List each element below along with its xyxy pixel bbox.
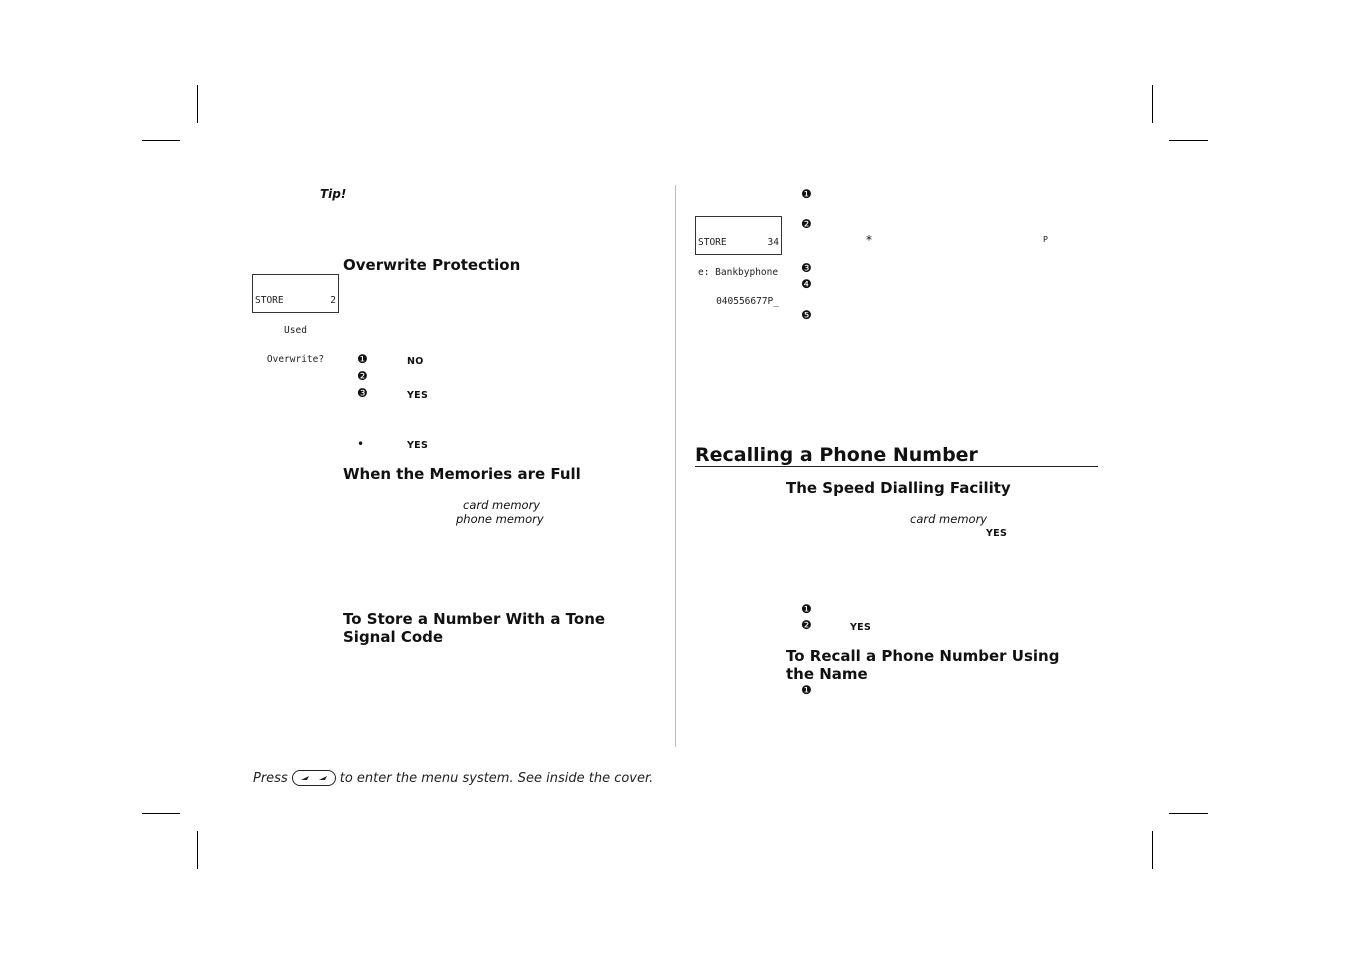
recall-by-name-heading: To Recall a Phone Number Using the Name bbox=[786, 647, 1060, 683]
crop-mark bbox=[197, 85, 198, 123]
lcd-line: Used bbox=[284, 324, 307, 336]
step-marker: ❸ bbox=[357, 386, 368, 400]
key-label-yes: YES bbox=[407, 440, 429, 451]
lcd-line: 34 bbox=[767, 237, 779, 249]
lcd-display-overwrite bbox=[252, 274, 339, 365]
step-marker: ❶ bbox=[801, 187, 812, 201]
key-label-no: NO bbox=[407, 356, 424, 367]
menu-arrows-icon bbox=[297, 773, 331, 783]
phone-memory-term: phone memory bbox=[456, 512, 544, 526]
footer-note bbox=[253, 770, 653, 786]
step-marker: ❷ bbox=[357, 369, 368, 383]
lcd-line: Overwrite? bbox=[266, 353, 325, 365]
recalling-heading: Recalling a Phone Number bbox=[695, 444, 978, 466]
card-memory-term: card memory bbox=[910, 512, 988, 526]
heading-rule bbox=[695, 466, 1098, 467]
footer-text-after: to enter the menu system. See inside the cover. bbox=[339, 770, 654, 786]
tone-signal-heading: To Store a Number With a Tone Signal Code bbox=[343, 610, 606, 646]
step-marker: ❶ bbox=[357, 352, 368, 366]
key-label-yes: YES bbox=[986, 528, 1008, 539]
key-label-yes: YES bbox=[850, 622, 872, 633]
crop-mark bbox=[142, 813, 180, 814]
speed-dialling-heading: The Speed Dialling Facility bbox=[786, 479, 1011, 497]
pause-glyph: P bbox=[1043, 235, 1048, 244]
crop-mark bbox=[1152, 85, 1153, 123]
crop-mark bbox=[1152, 831, 1153, 869]
lcd-line: STORE bbox=[255, 295, 284, 307]
step-marker: ❷ bbox=[801, 217, 812, 231]
footer-text-before: Press bbox=[253, 770, 288, 786]
lcd-line: 2 bbox=[330, 295, 336, 307]
crop-mark bbox=[1169, 140, 1208, 141]
step-marker: ❺ bbox=[801, 308, 812, 322]
card-memory-term: card memory bbox=[463, 498, 541, 512]
star-key-glyph: * bbox=[866, 233, 872, 247]
key-label-yes: YES bbox=[407, 390, 429, 401]
step-marker: ❸ bbox=[801, 261, 812, 275]
lcd-line: 040556677P_ bbox=[716, 295, 779, 307]
crop-mark bbox=[197, 831, 198, 869]
crop-mark bbox=[1169, 813, 1208, 814]
overwrite-protection-heading: Overwrite Protection bbox=[343, 256, 521, 274]
tip-label: Tip! bbox=[320, 187, 347, 201]
lcd-line: STORE bbox=[698, 237, 727, 249]
lcd-display-tone bbox=[695, 216, 782, 307]
crop-mark bbox=[142, 140, 180, 141]
step-marker: ❶ bbox=[801, 602, 812, 616]
lcd-line: e: Bankbyphone bbox=[698, 266, 779, 278]
step-marker: ❹ bbox=[801, 277, 812, 291]
memories-full-heading: When the Memories are Full bbox=[343, 465, 581, 483]
step-marker: ❷ bbox=[801, 618, 812, 632]
step-marker: ❶ bbox=[801, 683, 812, 697]
menu-key-icon bbox=[292, 770, 336, 786]
column-divider bbox=[675, 185, 676, 747]
bullet-marker: • bbox=[357, 437, 365, 451]
